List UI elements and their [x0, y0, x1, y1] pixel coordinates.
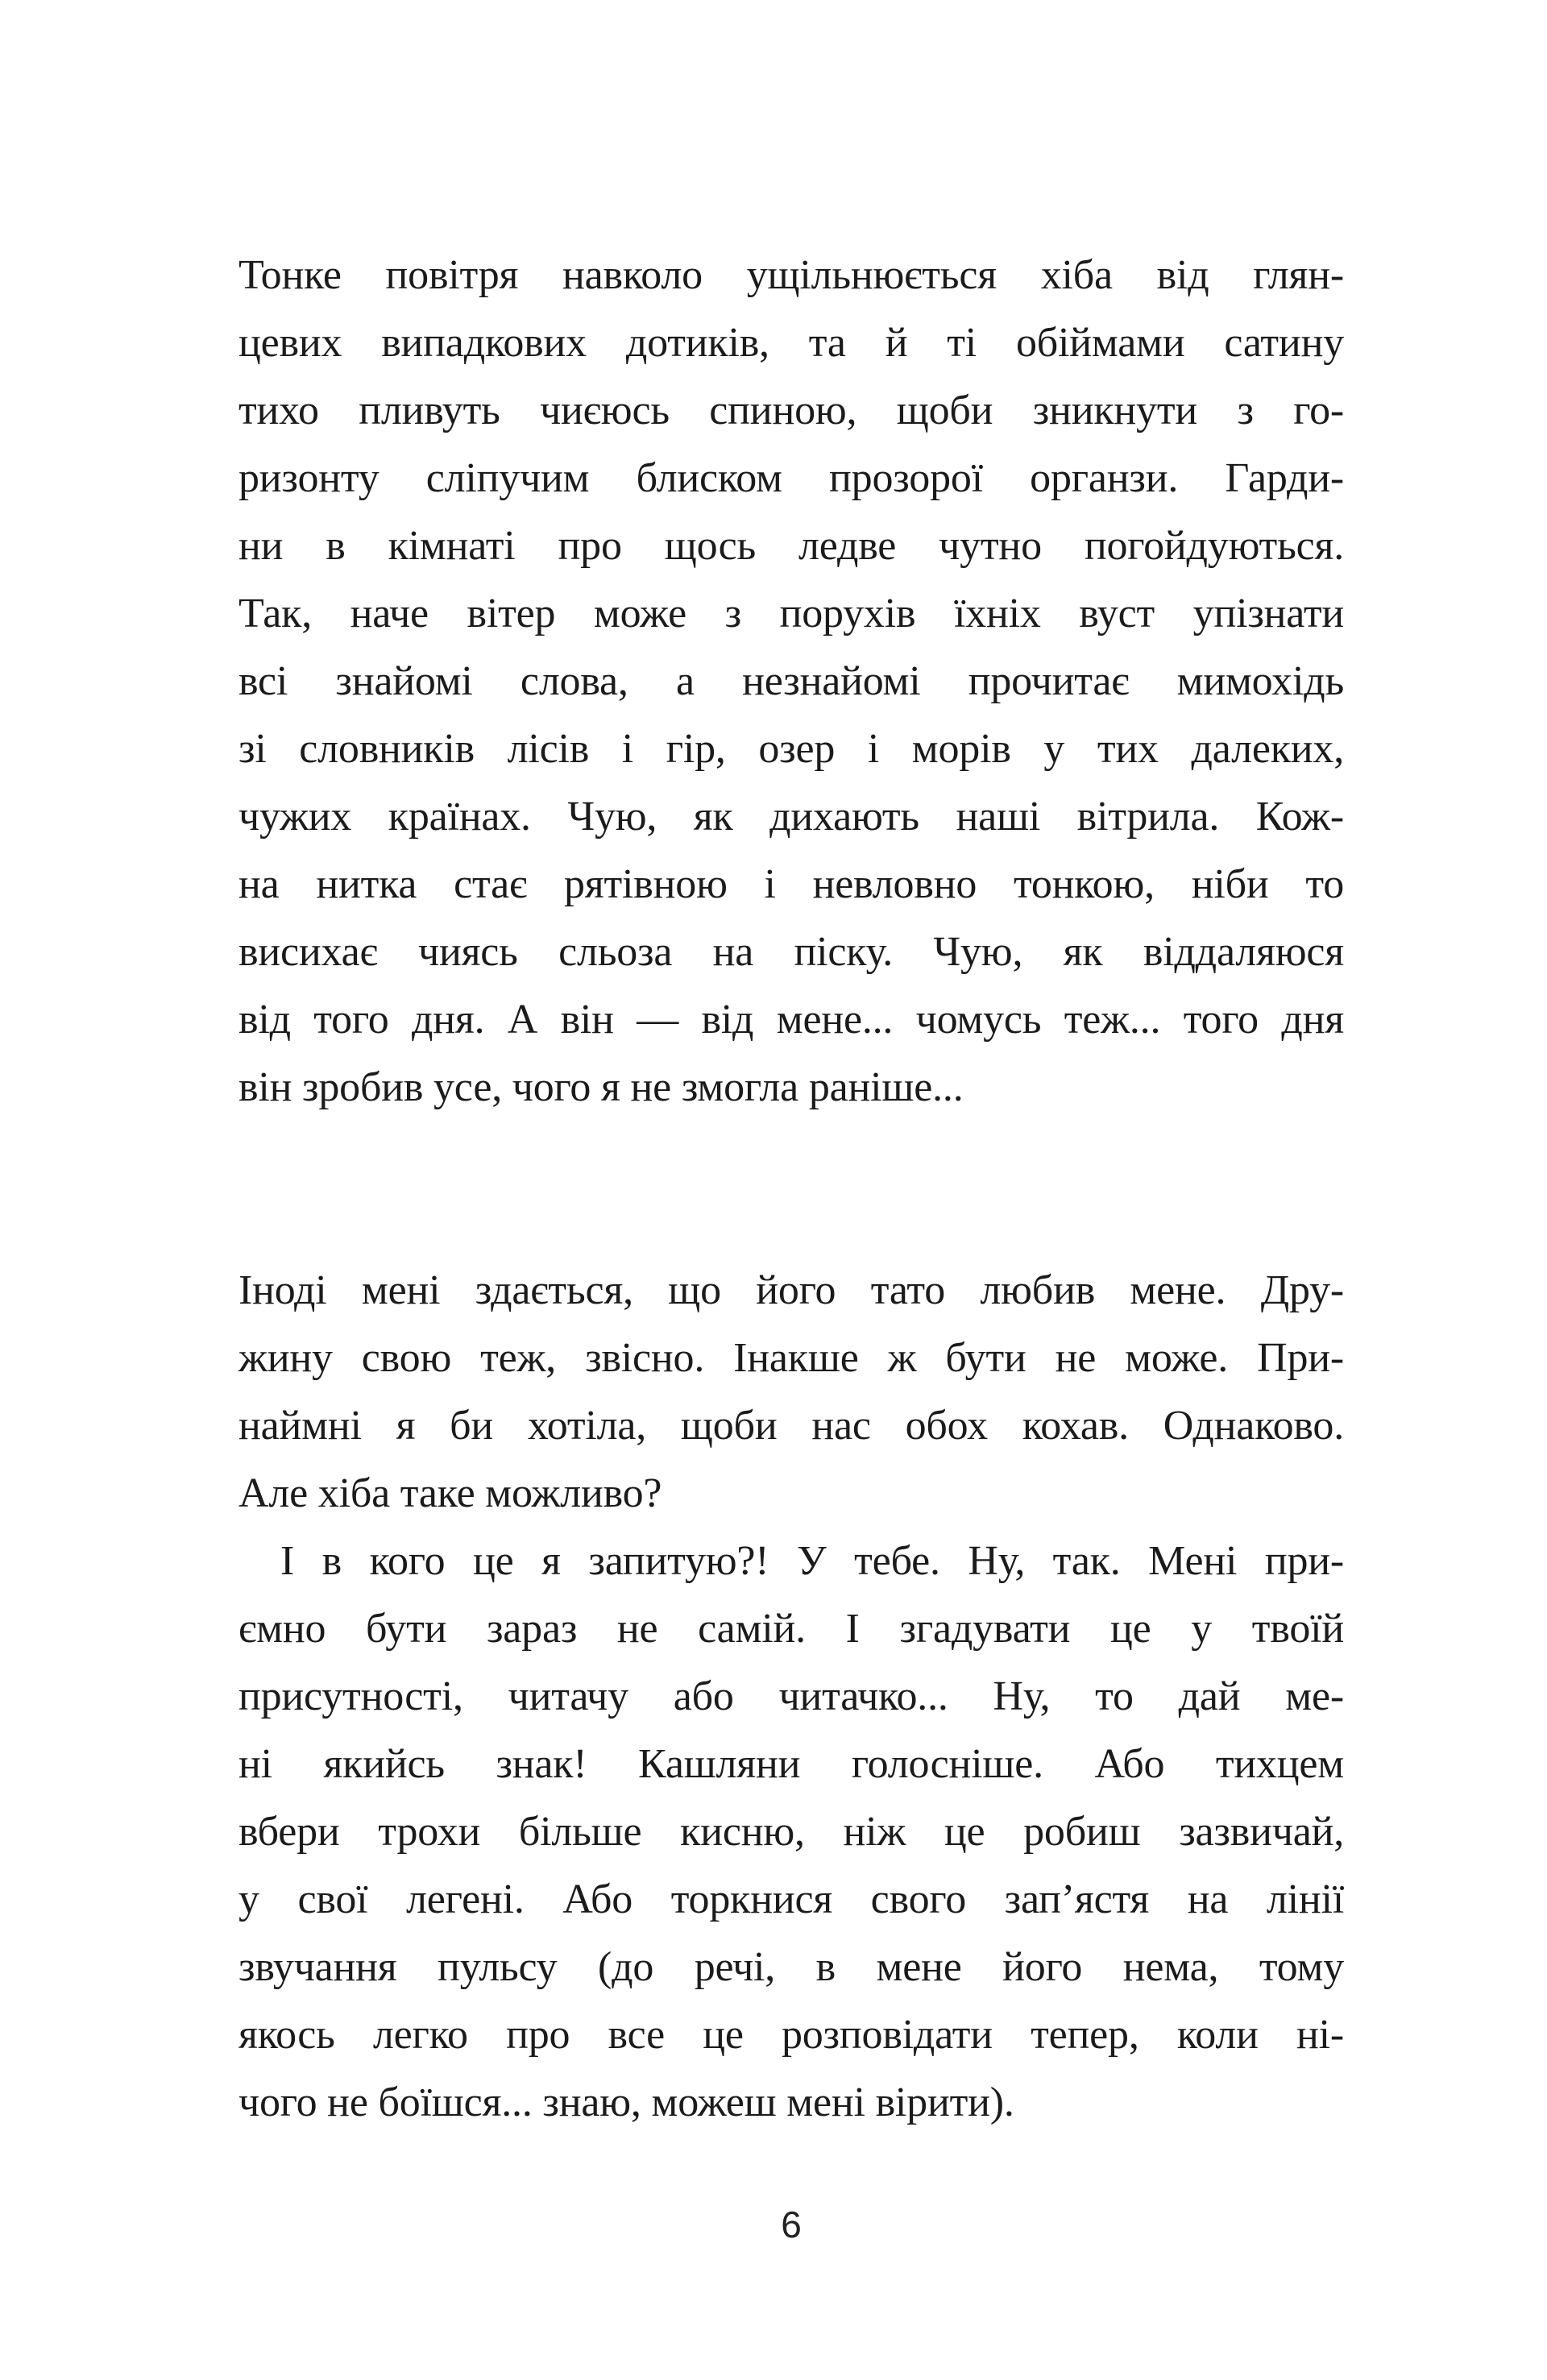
- text-line: від того дня. А він — від мене... чомусь теж... того дня: [238, 997, 1344, 1043]
- text-line: І в кого це я запитую?! У тебе. Ну, так. Мені при-: [280, 1538, 1344, 1584]
- text-line: Але хіба таке можливо?: [238, 1470, 662, 1516]
- text-block: [238, 242, 1344, 2137]
- page-footer: [238, 2206, 1344, 2243]
- paragraph-1: [238, 242, 1344, 1122]
- text-line: вбери трохи більше кисню, ніж це робиш зазвичай,: [238, 1809, 1344, 1855]
- text-line: наймні я би хотіла, щоби нас обох кохав. Однаково.: [238, 1403, 1344, 1449]
- text-line: ризонту сліпучим блиском прозорої органзи. Гарди-: [238, 455, 1344, 501]
- text-line: Так, наче вітер може з порухів їхніх вуст упізнати: [238, 591, 1344, 636]
- text-line: цевих випадкових дотиків, та й ті обіймами сатину: [238, 320, 1344, 366]
- text-line: всі знайомі слова, а незнайомі прочитає мимохідь: [238, 658, 1344, 704]
- paragraph-2: [238, 1257, 1344, 1528]
- text-line: ни в кімнаті про щось ледве чутно погойдуються.: [238, 523, 1344, 569]
- text-line: чужих країнах. Чую, як дихають наші вітрила. Кож-: [238, 794, 1344, 840]
- text-line: на нитка стає рятівною і невловно тонкою, ніби то: [238, 861, 1344, 907]
- text-line: чого не боїшся... знаю, можеш мені вірити).: [238, 2079, 1014, 2125]
- text-line: якось легко про все це розповідати тепер, коли ні-: [238, 2012, 1344, 2058]
- text-line: Тонке повітря навколо ущільнюється хіба від глян-: [238, 252, 1344, 298]
- text-line: зі словників лісів і гір, озер і морів у тих далеких,: [238, 726, 1344, 772]
- page-number: 6: [781, 2204, 802, 2245]
- text-line: жину свою теж, звісно. Інакше ж бути не може. При-: [238, 1335, 1344, 1381]
- text-line: ні якийсь знак! Кашляни голосніше. Або тихцем: [238, 1741, 1344, 1787]
- text-line: звучання пульсу (до речі, в мене його нема, тому: [238, 1944, 1344, 1990]
- text-line: він зробив усе, чого я не змогла раніше...: [238, 1064, 964, 1110]
- text-line: Іноді мені здається, що його тато любив мене. Дру-: [238, 1267, 1344, 1313]
- text-line: ємно бути зараз не самій. І згадувати це у твоїй: [238, 1606, 1344, 1652]
- text-line: висихає чиясь сльоза на піску. Чую, як віддаляюся: [238, 929, 1344, 975]
- text-line: тихо пливуть чиєюсь спиною, щоби зникнути з го-: [238, 388, 1344, 433]
- text-line: присутності, читачу або читачко... Ну, то дай ме-: [238, 1673, 1344, 1719]
- text-line: у свої легені. Або торкнися свого зап’ястя на лінії: [238, 1876, 1344, 1922]
- paragraph-3: [238, 1528, 1344, 2137]
